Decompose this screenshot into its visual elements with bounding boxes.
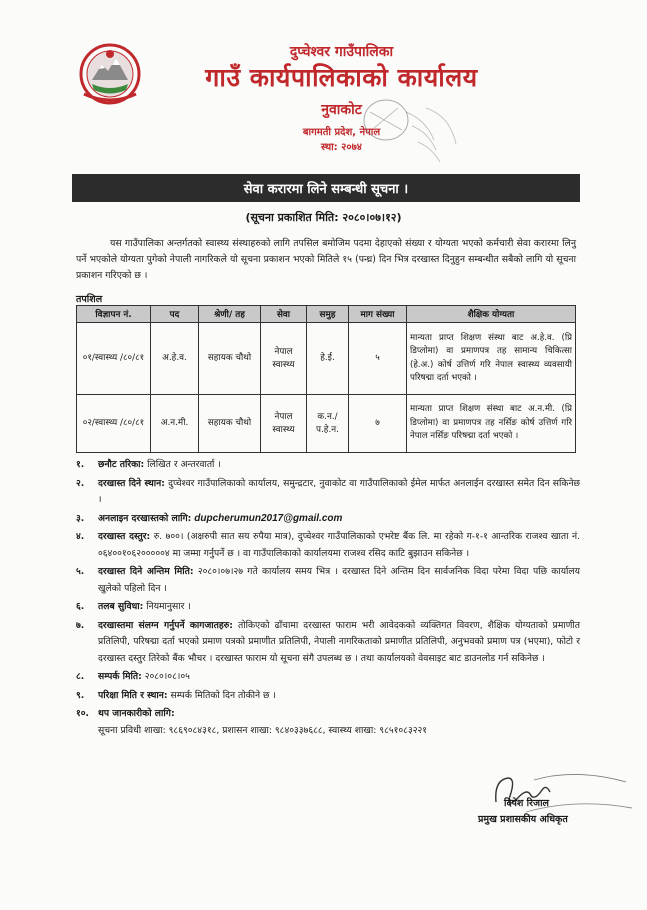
- post-cell: अ.न.मी.: [151, 395, 199, 453]
- qualification-cell: मान्यता प्राप्त शिक्षण संस्था बाट अ.न.मी. (प्रि डिप्लोमा) वा प्रमाणपत्र तह नर्सिङ कोर्ष उत्तिर्ण गरि नेपाल नर्सिङ परिषद्मा दर्ता भएको ।: [407, 395, 576, 453]
- item-label: अनलाइन दरखास्तको लागि:: [98, 512, 192, 524]
- signatory-title: प्रमुख प्रशासकीय अधिकृत: [478, 814, 568, 825]
- publish-date: (सूचना प्रकाशित मिति: २०८०।०७।१२): [245, 211, 402, 224]
- list-item: [76, 688, 580, 705]
- item-text: दुप्चेश्वर गाउँपालिकाको कार्यालय, समुन्द्रटार, नुवाकोट वा गाउँपालिकाको ईमेल मार्फत अनलाईन दरखास्त समेत दिन सकिनेछ ।: [98, 477, 580, 505]
- municipality-name: दुप्चेश्वर गाउँपालिका: [289, 44, 394, 60]
- post-cell: अ.हे.व.: [151, 323, 199, 395]
- table-row: [77, 323, 576, 395]
- vacancy-table: [76, 305, 576, 453]
- level-cell: सहायक चौथो: [199, 323, 261, 395]
- item-number: ८.: [76, 671, 85, 682]
- email-link[interactable]: dupcherumun2017@gmail.com: [194, 512, 343, 524]
- item-number: ७.: [76, 619, 85, 631]
- item-number: १०.: [76, 708, 90, 719]
- col-header-count: माग संख्या: [349, 306, 407, 323]
- signatory-name: दिपेश रिजाल: [504, 798, 549, 809]
- ad-no-cell: ०२/स्वास्थ्य /८०/८१: [77, 395, 151, 453]
- item-text: तोकिएको ढाँचामा दरखास्त फाराम भरी आवेदकको व्यक्तिगत विवरण, शैक्षिक योग्यताको प्रमाणीत प्रतिलिपी, परिषद्मा दर्ता भएको प्रमाण पत्रको प्रमाणीत प्रतिलिपी, नेपाली नागरिकताको प्रमाणीत प्रतिलिपी, अनुभवको प्रमाण पत्र (भएमा), फोटो र दरखास्त दस्तुर तिरेको बैंक भौचर । दरखास्त फाराम यो सूचना संगै उपलब्ध छ । तथा कार्यालयको वेवसाइट बाट डाउनलोड गर्न सकिनेछ ।: [98, 619, 580, 664]
- item-number: ५.: [76, 566, 85, 577]
- group-cell: हे.ई.: [307, 323, 349, 395]
- item-number: २.: [76, 477, 85, 489]
- province-line: बागमती प्रदेश, नेपाल: [302, 127, 381, 138]
- item-number: ४.: [76, 531, 85, 542]
- group-cell: क.न./ प.हे.न.: [307, 395, 349, 453]
- list-item: [76, 457, 580, 474]
- table-row: [77, 395, 576, 453]
- item-text: २०८०।०८।०५: [141, 671, 190, 682]
- table-label: तपशिल: [76, 294, 103, 305]
- notice-title-banner: सेवा करारमा लिने सम्बन्धी सूचना ।: [72, 174, 580, 202]
- item-text: नियमानुसार ।: [143, 601, 191, 612]
- col-header-group: समुह: [307, 306, 349, 323]
- ad-no-cell: ०१/स्वास्थ्य /८०/८१: [77, 323, 151, 395]
- item-number: ६.: [76, 601, 85, 612]
- office-stamp-icon: [356, 92, 466, 172]
- notice-items: [76, 457, 580, 741]
- item-number: ३.: [76, 512, 85, 524]
- col-header-service: सेवा: [261, 306, 307, 323]
- established-line: स्था: २०७४: [321, 142, 362, 153]
- col-header-ad-no: विज्ञापन नं.: [77, 306, 151, 323]
- list-item: [76, 669, 580, 686]
- list-item: [76, 599, 580, 616]
- count-cell: ७: [349, 395, 407, 453]
- service-cell: नेपाल स्वास्थ्य: [261, 395, 307, 453]
- intro-paragraph: [76, 236, 576, 284]
- item-number: ९.: [76, 689, 85, 701]
- intro-text: यस गाउँपालिका अन्तर्गतको स्वास्थ्य संस्थाहरुको लागि तपसिल बमोजिम पदमा देहाएको संख्या र योग्यता भएको कर्मचारी सेवा करारमा लिनु पर्ने भएकोले योग्यता पुगेको नेपाली नागरिकले यो सूचना प्रकाशन भएको मितिले १५ (पन्ध्र) दिन भित्र दरखास्त दिनुहुन सम्बन्धीत सबैको लागि यो सूचना प्रकाशन गरिएको छ ।: [76, 238, 576, 281]
- contact-numbers: सूचना प्रविधी शाखा: ९८६९०८४३१८, प्रशासन शाखा: ९८४०३३७६८८, स्वास्थ्य शाखा: ९८५१०८३२२१: [98, 724, 428, 736]
- item-label: तलब सुविधा:: [98, 601, 144, 612]
- item-number: १.: [76, 459, 85, 470]
- item-label: छनौट तरिका:: [98, 459, 145, 470]
- item-text: रु. ७००। (अक्षरुपी सात सय रुपैया मात्र), दुप्चेश्वर गाउँपालिकाको एभरेष्ट बैंक लि. मा रहेको ग-१-१ आन्तरिक राजश्व खाता नं. ०६४००१०६२०००००४ मा जम्मा गर्नुपर्ने छ । वा गाउँपालिकाको कार्यालयमा राजश्व रसिद काटि बुझाउन सकिनेछ ।: [98, 531, 580, 559]
- col-header-post: पद: [151, 306, 199, 323]
- item-text: सम्पर्क मितिको दिन तोकीने छ ।: [167, 689, 276, 701]
- list-item: [76, 511, 580, 528]
- item-label: थप जानकारीको लागि:: [98, 708, 175, 719]
- level-cell: सहायक चौथो: [199, 395, 261, 453]
- item-label: दरखास्तमा संलग्न गर्नुपर्ने कागजातहरु:: [98, 619, 233, 631]
- list-item: [76, 476, 580, 509]
- count-cell: ५: [349, 323, 407, 395]
- table-header-row: [77, 306, 576, 323]
- item-label: परिक्षा मिति र स्थान:: [98, 689, 168, 701]
- list-item: [76, 618, 580, 668]
- item-label: दरखास्त दिने अन्तिम मिति:: [98, 566, 194, 577]
- district-name: नुवाकोट: [321, 102, 362, 118]
- item-label: सम्पर्क मिति:: [98, 671, 142, 682]
- list-item: [76, 564, 580, 597]
- list-item: [76, 529, 580, 562]
- item-text: लिखित र अन्तरवार्ता ।: [144, 459, 221, 470]
- col-header-qualification: शैक्षिक योग्यता: [407, 306, 576, 323]
- item-label: दरखास्त दस्तुर:: [98, 531, 151, 542]
- office-title: गाउँ कार्यपालिकाको कार्यालय: [205, 63, 478, 92]
- service-cell: नेपाल स्वास्थ्य: [261, 323, 307, 395]
- col-header-level: श्रेणी/ तह: [199, 306, 261, 323]
- list-item: [76, 706, 580, 739]
- item-label: दरखास्त दिने स्थान:: [98, 477, 165, 489]
- qualification-cell: मान्यता प्राप्त शिक्षण संस्था बाट अ.हे.व. (प्रि डिप्लोमा) वा प्रमाणपत्र तह सामान्य चिकित्सा (हे.अ.) कोर्ष उत्तिर्ण गरि नेपाल स्वास्थ्य व्यवसायी परिषद्मा दर्ता भएको ।: [407, 323, 576, 395]
- item-text: २०८०।०७।२७ गते कार्यालय समय भित्र । दरखास्त दिने अन्तिम दिन सार्वजनिक विदा परेमा विदा पछि कार्यालय खुलेको पहिलो दिन ।: [98, 566, 580, 594]
